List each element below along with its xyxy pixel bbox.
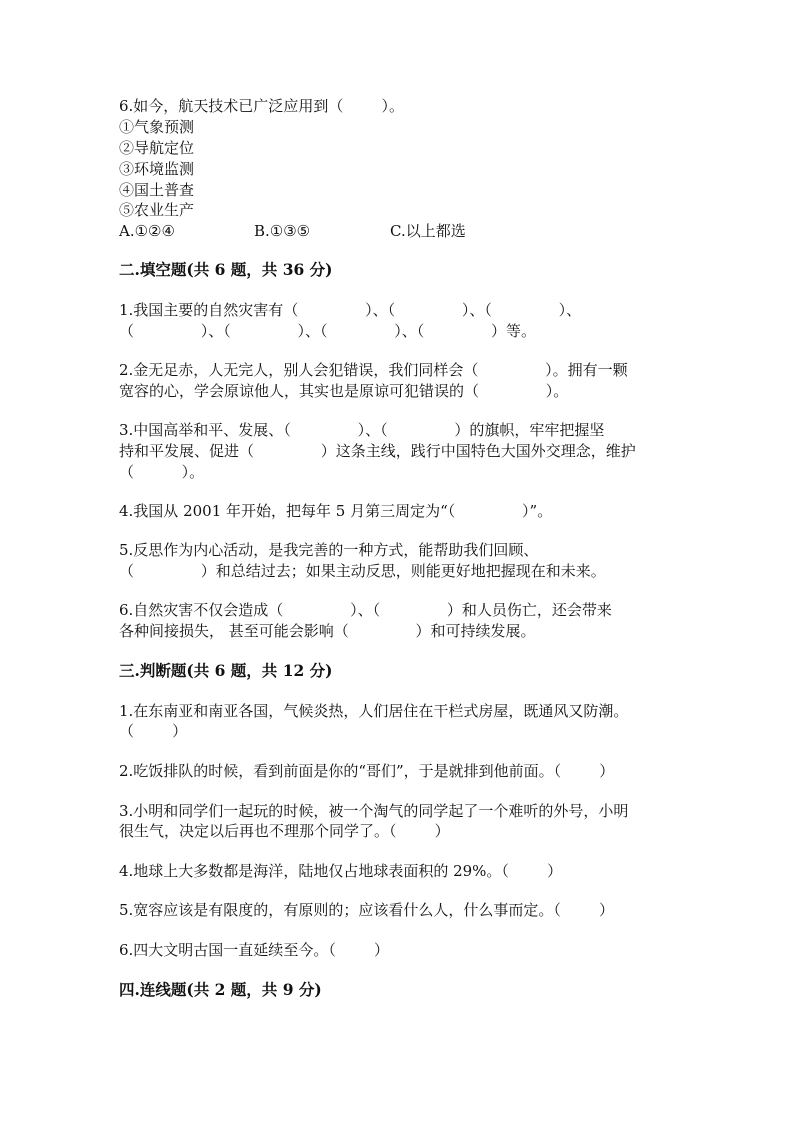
judge-line: 4.地球上大多数都是海洋，陆地仅占地球表面积的 29%。（ ） [119,862,563,880]
judge-line: （ ） [119,722,188,740]
q6-item: ②导航定位 [119,139,195,157]
judge-line: 很生气，决定以后再也不理那个同学了。（ ） [119,822,450,840]
fill-section-heading: 二.填空题(共 6 题，共 36 分) [119,260,333,279]
q6-item: ①气象预测 [119,118,195,136]
judge-section-heading: 三.判断题(共 6 题，共 12 分) [119,661,333,680]
fill-line: （ ）。 [119,463,205,481]
fill-line: （ ）、（ ）、（ ）、（ ）等。 [119,322,537,340]
judge-line: 6.四大文明古国一直延续至今。（ ） [119,941,389,959]
judge-line: 3.小明和同学们一起玩的时候，被一个淘气的同学起了一个难听的外号，小明 [119,802,629,820]
q6-option-c: C.以上都选 [390,222,466,240]
match-section-heading: 四.连线题(共 2 题，共 9 分) [119,980,322,999]
q6-item: ③环境监测 [119,160,195,178]
judge-line: 1.在东南亚和南亚各国，气候炎热，人们居住在干栏式房屋，既通风又防潮。 [119,702,629,720]
q6-item: ④国土普查 [119,181,195,199]
q6-stem: 6.如今，航天技术已广泛应用到（ ）。 [119,97,404,115]
fill-line: 5.反思作为内心活动，是我完善的一种方式，能帮助我们回顾、 [119,541,539,559]
judge-line: 5.宽容应该是有限度的，有原则的；应该看什么人，什么事而定。（ ） [119,901,614,919]
q6-item: ⑤农业生产 [119,201,195,219]
fill-line: （ ）和总结过去；如果主动反思，则能更好地把握现在和未来。 [119,562,606,580]
fill-line: 宽容的心，学会原谅他人，其实也是原谅可犯错误的（ ）。 [119,382,569,400]
q6-option-a: A.①②④ [119,222,175,240]
q6-option-b: B.①③⑤ [254,222,311,240]
fill-line: 2.金无足赤，人无完人，别人会犯错误，我们同样会（ ）。拥有一颗 [119,361,628,379]
fill-line: 4.我国从 2001 年开始，把每年 5 月第三周定为“（ ）”。 [119,502,553,520]
fill-line: 3.中国高举和平、发展、（ ）、（ ）的旗帜，牢牢把握坚 [119,421,605,439]
fill-line: 持和平发展、促进（ ）这条主线，践行中国特色大国外交理念，维护 [119,442,636,460]
fill-line: 各种间接损失， 甚至可能会影响（ ）和可持续发展。 [119,622,536,640]
judge-line: 2.吃饭排队的时候，看到前面是你的“哥们”，于是就排到他前面。（ ） [119,762,615,780]
fill-line: 6.自然灾害不仅会造成（ ）、（ ）和人员伤亡，还会带来 [119,601,612,619]
fill-line: 1.我国主要的自然灾害有（ ）、（ ）、（ ）、 [119,301,582,319]
